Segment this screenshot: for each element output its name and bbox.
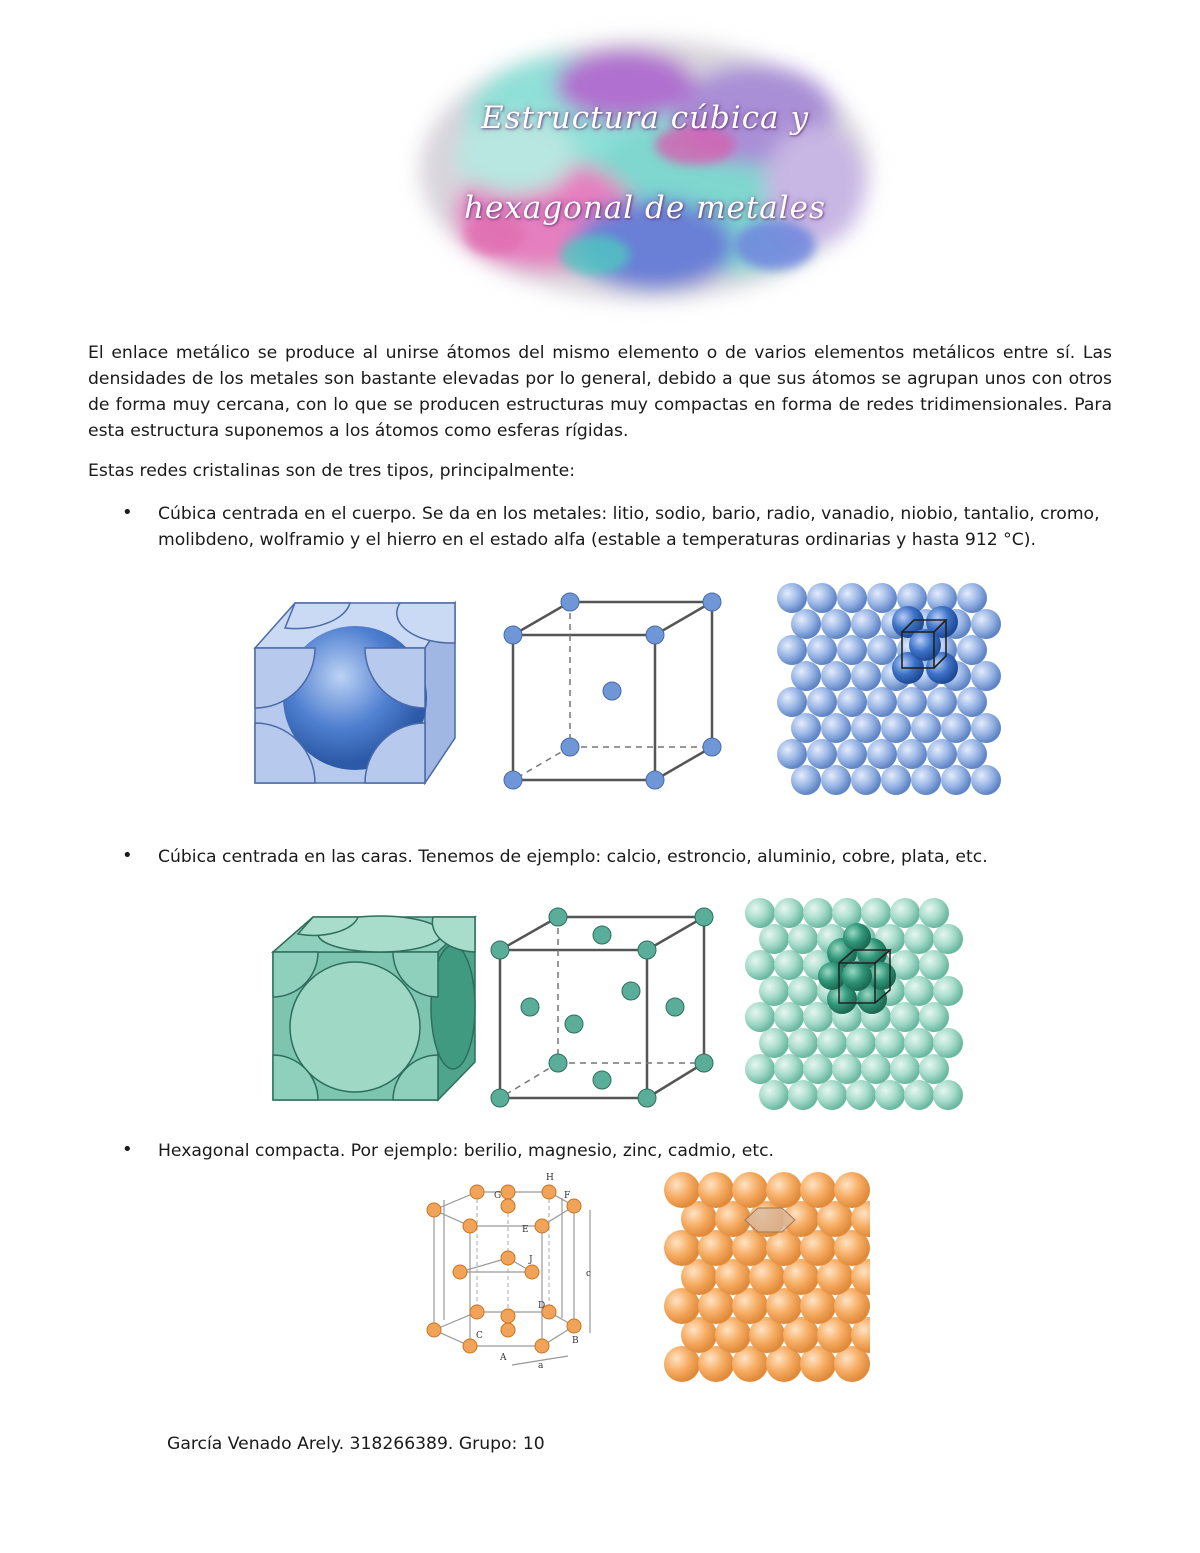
packed-sphere <box>851 765 881 795</box>
packed-sphere <box>777 635 807 665</box>
packed-sphere <box>745 898 775 928</box>
packed-sphere <box>881 713 911 743</box>
footer-author: García Venado Arely. 318266389. Grupo: 10 <box>167 1434 545 1454</box>
packed-sphere <box>890 1002 920 1032</box>
packed-sphere <box>890 1054 920 1084</box>
packed-sphere <box>759 1028 789 1058</box>
packed-sphere <box>745 1002 775 1032</box>
packed-sphere <box>807 687 837 717</box>
packed-sphere <box>957 739 987 769</box>
packed-sphere <box>791 609 821 639</box>
hcp-label-c: C <box>476 1331 483 1341</box>
packed-sphere <box>774 898 804 928</box>
packed-sphere <box>774 1002 804 1032</box>
packed-sphere <box>803 1002 833 1032</box>
packed-sphere <box>664 1172 700 1208</box>
packed-sphere <box>911 713 941 743</box>
packed-sphere <box>875 1080 905 1110</box>
packed-sphere <box>777 583 807 613</box>
packed-sphere <box>851 713 881 743</box>
packed-sphere <box>821 713 851 743</box>
packed-sphere <box>851 609 881 639</box>
packed-sphere <box>807 635 837 665</box>
intro-paragraph: El enlace metálico se produce al unirse átomos del mismo elemento o de varios elementos metálicos entre sí. Las densidades de los metales son bastante elevadas por lo general, debido a que sus átomos se agrupan unos con otros de forma muy cercana, con lo que se producen estructuras muy compactas en forma de redes tridimensionales. Para esta estructura suponemos a los átomos como esferas rígidas. <box>88 343 1112 441</box>
hcp-label-c-height: c <box>586 1269 592 1279</box>
packed-sphere <box>897 687 927 717</box>
packed-sphere <box>846 1080 876 1110</box>
packed-sphere <box>803 1054 833 1084</box>
packed-sphere <box>732 1172 768 1208</box>
hcp-packed-spheres <box>660 1168 870 1383</box>
packed-sphere <box>919 1054 949 1084</box>
packed-sphere <box>867 583 897 613</box>
packed-sphere <box>803 898 833 928</box>
packed-sphere <box>904 976 934 1006</box>
bullet-hcp-text: Hexagonal compacta. Por ejemplo: berilio, magnesio, zinc, cadmio, etc. <box>158 1141 774 1161</box>
fcc-packed-spheres <box>742 895 967 1117</box>
page-title-line2: hexagonal de metales <box>464 190 826 226</box>
packed-sphere <box>911 765 941 795</box>
hcp-label-g: G <box>494 1191 502 1201</box>
hcp-label-f: F <box>564 1191 571 1201</box>
hcp-label-h: H <box>546 1173 554 1183</box>
packed-sphere <box>897 739 927 769</box>
packed-sphere <box>817 1080 847 1110</box>
bullet-marker: • <box>122 845 133 866</box>
packed-sphere <box>788 976 818 1006</box>
packed-sphere <box>791 713 821 743</box>
packed-sphere <box>821 661 851 691</box>
packed-sphere <box>807 583 837 613</box>
packed-sphere <box>774 1054 804 1084</box>
packed-sphere <box>971 765 1001 795</box>
packed-sphere <box>698 1172 734 1208</box>
packed-sphere <box>817 1028 847 1058</box>
bcc-lattice-diagram <box>498 590 728 795</box>
packed-sphere <box>904 1028 934 1058</box>
packed-sphere <box>821 765 851 795</box>
packed-sphere <box>881 765 911 795</box>
packed-sphere <box>832 1054 862 1084</box>
bullet-bcc-text: Cúbica centrada en el cuerpo. Se da en los metales: litio, sodio, bario, radio, vanadio, niobio, tantalio, cromo, molibdeno, wolframio y el hierro en el estado alfa (estable a temperaturas ordinarias y hasta 912 °C). <box>158 504 1100 550</box>
packed-sphere <box>861 898 891 928</box>
packed-sphere <box>774 950 804 980</box>
packed-sphere <box>927 739 957 769</box>
packed-sphere <box>821 609 851 639</box>
hcp-label-a-width: a <box>538 1361 544 1371</box>
packed-sphere <box>851 661 881 691</box>
packed-sphere <box>846 1028 876 1058</box>
bcc-packed-spheres <box>770 580 1015 802</box>
packed-sphere <box>941 713 971 743</box>
packed-sphere <box>957 635 987 665</box>
packed-sphere <box>919 950 949 980</box>
packed-sphere <box>933 1028 963 1058</box>
packed-sphere <box>927 687 957 717</box>
bullet-marker: • <box>122 1139 133 1160</box>
packed-sphere <box>759 924 789 954</box>
title-banner <box>395 5 895 335</box>
packed-sphere <box>957 583 987 613</box>
page-title-line1: Estructura cúbica y <box>480 100 810 136</box>
packed-sphere <box>807 739 837 769</box>
bullet-marker: • <box>122 502 133 523</box>
packed-sphere <box>941 765 971 795</box>
packed-sphere <box>919 1002 949 1032</box>
hcp-label-j: J <box>529 1255 533 1265</box>
hcp-label-e: E <box>522 1225 529 1235</box>
packed-sphere <box>745 1054 775 1084</box>
hcp-label-a: A <box>500 1353 507 1363</box>
packed-sphere <box>971 661 1001 691</box>
packed-sphere <box>867 635 897 665</box>
packed-sphere <box>759 1080 789 1110</box>
packed-sphere <box>971 713 1001 743</box>
packed-sphere <box>788 1080 818 1110</box>
hcp-label-b: B <box>572 1336 579 1346</box>
packed-sphere <box>837 583 867 613</box>
watercolor-splash <box>395 5 895 335</box>
packed-sphere <box>766 1172 802 1208</box>
packed-sphere <box>867 739 897 769</box>
packed-sphere <box>861 1054 891 1084</box>
packed-sphere <box>933 924 963 954</box>
packed-sphere <box>971 609 1001 639</box>
packed-sphere <box>777 739 807 769</box>
packed-sphere <box>933 1080 963 1110</box>
packed-sphere <box>745 950 775 980</box>
packed-sphere <box>791 661 821 691</box>
packed-sphere <box>788 924 818 954</box>
packed-sphere <box>933 976 963 1006</box>
packed-sphere <box>904 1080 934 1110</box>
packed-sphere <box>957 687 987 717</box>
hcp-label-d: D <box>538 1301 546 1311</box>
bcc-solid-model <box>250 598 460 788</box>
packed-sphere <box>867 687 897 717</box>
packed-sphere <box>759 976 789 1006</box>
fcc-solid-model <box>268 912 480 1104</box>
packed-sphere <box>875 1028 905 1058</box>
packed-sphere <box>777 687 807 717</box>
fcc-lattice-diagram <box>488 905 720 1110</box>
packed-sphere <box>890 898 920 928</box>
packed-sphere <box>791 765 821 795</box>
packed-sphere <box>919 898 949 928</box>
packed-sphere <box>788 1028 818 1058</box>
hcp-lattice-diagram <box>412 1168 607 1378</box>
packed-sphere <box>834 1172 870 1208</box>
packed-sphere <box>800 1172 836 1208</box>
packed-sphere <box>904 924 934 954</box>
packed-sphere <box>837 739 867 769</box>
packed-sphere <box>837 687 867 717</box>
types-intro: Estas redes cristalinas son de tres tipos, principalmente: <box>88 461 575 481</box>
bullet-fcc-text: Cúbica centrada en las caras. Tenemos de ejemplo: calcio, estroncio, aluminio, cobre, plata, etc. <box>158 847 988 867</box>
packed-sphere <box>837 635 867 665</box>
